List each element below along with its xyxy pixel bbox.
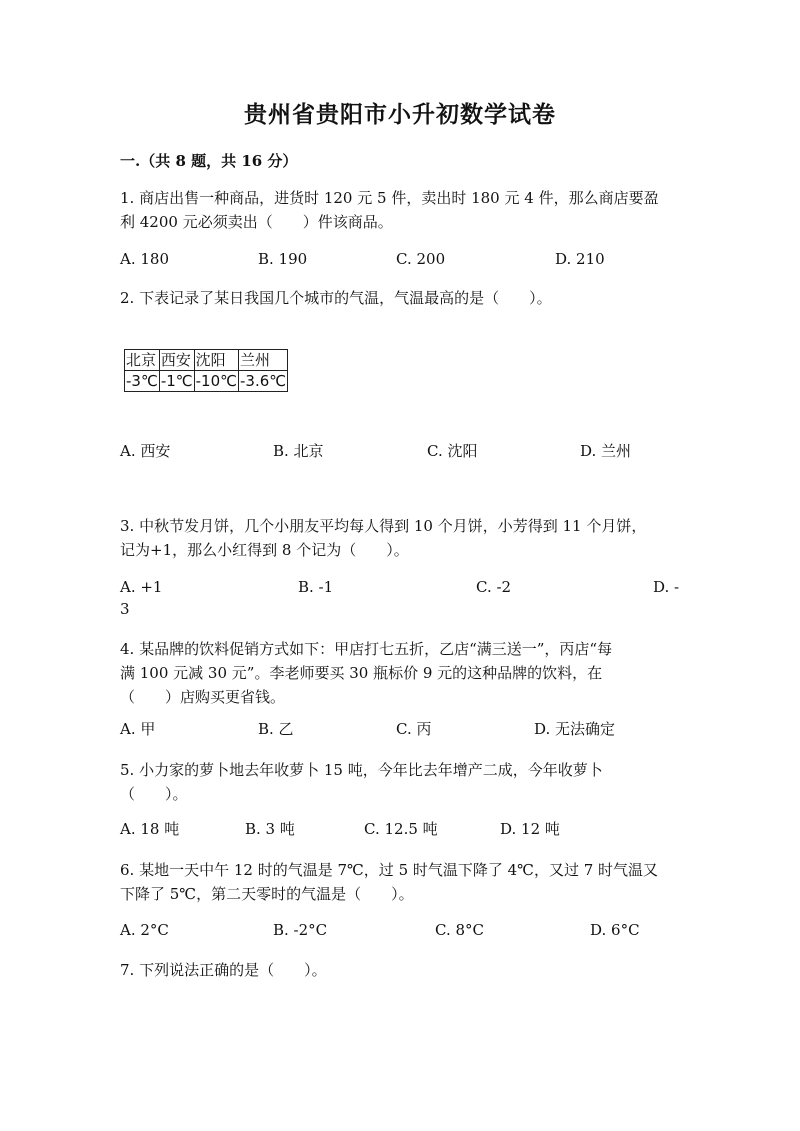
question-text-line: 2. 下表记录了某日我国几个城市的气温，气温最高的是（ ）。 xyxy=(120,289,552,307)
option-c: C. -2 xyxy=(476,578,512,596)
option-d: D. - xyxy=(653,578,680,596)
question-text-line: 3. 中秋节发月饼，几个小朋友平均每人得到 10 个月饼，小芳得到 11 个月饼， xyxy=(120,517,647,535)
page-title: 贵州省贵阳市小升初数学试卷 xyxy=(244,101,556,128)
question-1 xyxy=(120,186,680,234)
option-b: B. 北京 xyxy=(273,442,324,460)
option-a: A. +1 xyxy=(120,578,163,596)
option-d: D. 210 xyxy=(555,250,605,268)
temperature-table xyxy=(124,349,288,392)
table-cell-temp: -3.6℃ xyxy=(239,372,287,390)
option-d: D. 无法确定 xyxy=(534,720,616,738)
option-a: A. 西安 xyxy=(120,442,171,460)
option-a: A. 甲 xyxy=(120,720,156,738)
question-7 xyxy=(120,958,680,982)
option-d: D. 兰州 xyxy=(580,442,632,460)
table-cell-city: 北京 xyxy=(125,350,160,371)
question-text-line: 记为+1，那么小红得到 8 个记为（ ）。 xyxy=(120,541,409,559)
option-c: C. 8°C xyxy=(435,921,484,939)
question-text-line: 满 100 元减 30 元”。李老师要买 30 瓶标价 9 元的这种品牌的饮料，在 xyxy=(120,664,603,682)
question-text-line: 4. 某品牌的饮料促销方式如下：甲店打七五折，乙店“满三送一”，丙店“每 xyxy=(120,640,613,658)
table-cell-temp: -10℃ xyxy=(195,372,237,390)
question-6 xyxy=(120,858,680,906)
option-d: D. 12 吨 xyxy=(500,820,560,838)
table-cell-city: 沈阳 xyxy=(194,350,238,371)
question-3 xyxy=(120,514,680,562)
table-cell-city: 西安 xyxy=(159,350,194,371)
table-cell-city: 兰州 xyxy=(238,350,287,371)
option-d-wrap: 3 xyxy=(120,600,130,618)
option-b: B. 3 吨 xyxy=(245,820,295,838)
option-a: A. 180 xyxy=(120,250,169,268)
question-text-line: 利 4200 元必须卖出（ ）件该商品。 xyxy=(120,213,393,231)
option-b: B. -1 xyxy=(298,578,334,596)
option-a: A. 2°C xyxy=(120,921,169,939)
question-text-line: 7. 下列说法正确的是（ ）。 xyxy=(120,961,327,979)
question-4 xyxy=(120,637,680,709)
option-a: A. 18 吨 xyxy=(120,820,180,838)
question-2 xyxy=(120,286,680,310)
option-d: D. 6°C xyxy=(590,921,640,939)
section-heading: 一.（共 8 题，共 16 分） xyxy=(120,152,298,170)
table-row xyxy=(125,371,288,392)
option-c: C. 沈阳 xyxy=(427,442,478,460)
question-text-line: 1. 商店出售一种商品，进货时 120 元 5 件，卖出时 180 元 4 件，那么商店要盈 xyxy=(120,189,659,207)
question-text-line: （ ）店购买更省钱。 xyxy=(120,688,286,706)
option-b: B. -2°C xyxy=(273,921,328,939)
table-cell-temp: -3℃ xyxy=(126,372,158,390)
question-text-line: 下降了 5℃，第二天零时的气温是（ ）。 xyxy=(120,885,414,903)
option-c: C. 200 xyxy=(396,250,446,268)
option-c: C. 12.5 吨 xyxy=(364,820,438,838)
question-5 xyxy=(120,758,680,806)
table-row xyxy=(125,350,288,371)
option-c: C. 丙 xyxy=(396,720,432,738)
question-text-line: （ ）。 xyxy=(120,785,188,803)
question-text-line: 5. 小力家的萝卜地去年收萝卜 15 吨，今年比去年增产二成，今年收萝卜 xyxy=(120,761,603,779)
option-b: B. 乙 xyxy=(258,720,294,738)
question-text-line: 6. 某地一天中午 12 时的气温是 7℃，过 5 时气温下降了 4℃，又过 7 时气温又 xyxy=(120,861,659,879)
option-b: B. 190 xyxy=(258,250,308,268)
table-cell-temp: -1℃ xyxy=(160,372,193,390)
